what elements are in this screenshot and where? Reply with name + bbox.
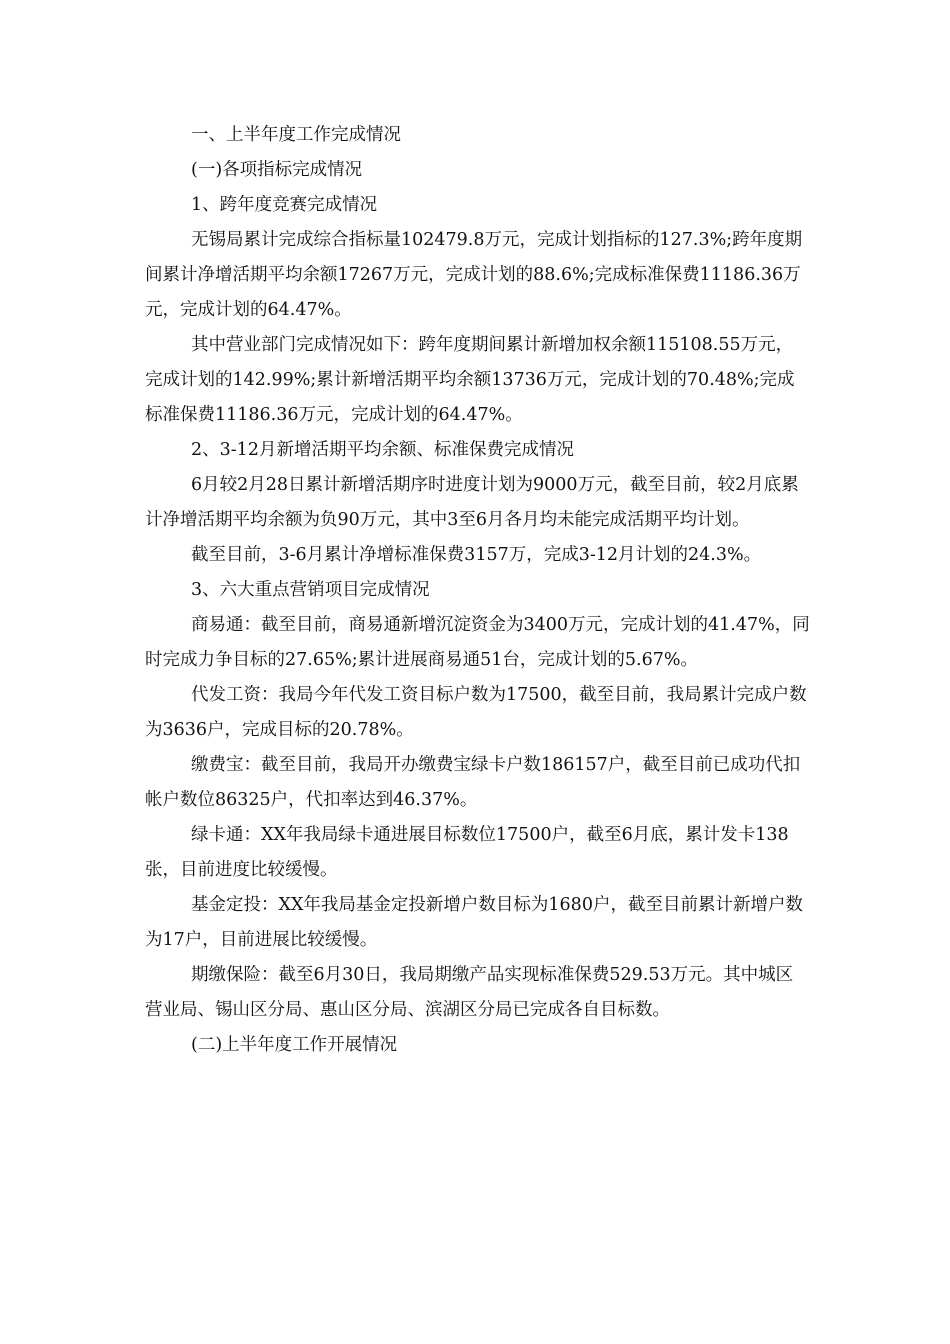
paragraph-insurance: 期缴保险：截至6月30日，我局期缴产品实现标准保费529.53万元。其中城区营业局、锡山区分局、惠山区分局、滨湖区分局已完成各自目标数。 [145, 965, 794, 1020]
item-heading-1: 1、跨年度竞赛完成情况 [191, 195, 378, 215]
paragraph-premium: 截至目前，3-6月累计净增标准保费3157万，完成3-12月计划的24.3%。 [191, 545, 762, 565]
paragraph-payroll: 代发工资：我局今年代发工资目标户数为17500，截至目前，我局累计完成户数为3636户，完成目标的20.78%。 [145, 685, 807, 740]
paragraph-fund-investment: 基金定投：XX年我局基金定投新增户数目标为1680户，截至目前累计新增户数为17户，目前进展比较缓慢。 [145, 895, 803, 950]
item-heading-2: 2、3-12月新增活期平均余额、标准保费完成情况 [191, 440, 574, 460]
item-heading-3: 3、六大重点营销项目完成情况 [191, 580, 430, 600]
section-heading-1: 一、上半年度工作完成情况 [191, 125, 401, 145]
paragraph-lvkatong: 绿卡通：XX年我局绿卡通进展目标数位17500户，截至6月底，累计发卡138张，目前进度比较缓慢。 [145, 825, 789, 880]
paragraph-new-deposits: 6月较2月28日累计新增活期序时进度计划为9000万元，截至目前，较2月底累计净增活期平均余额为负90万元，其中3至6月各月均未能完成活期平均计划。 [145, 475, 799, 530]
subsection-heading-2: (二)上半年度工作开展情况 [191, 1035, 398, 1055]
paragraph-wuxi-total: 无锡局累计完成综合指标量102479.8万元，完成计划指标的127.3%;跨年度期间累计净增活期平均余额17267万元，完成计划的88.6%;完成标准保费11186.36万元，完成计划的64.47%。 [145, 230, 803, 320]
subsection-heading-1: (一)各项指标完成情况 [191, 160, 363, 180]
paragraph-shangyitong: 商易通：截至目前，商易通新增沉淀资金为3400万元，完成计划的41.47%，同时完成力争目标的27.65%;累计进展商易通51台，完成计划的5.67%。 [145, 615, 810, 670]
paragraph-business-dept: 其中营业部门完成情况如下：跨年度期间累计新增加权余额115108.55万元，完成计划的142.99%;累计新增活期平均余额13736万元，完成计划的70.48%;完成标准保费11186.36万元，完成计划的64.47%。 [145, 335, 795, 425]
paragraph-jiaofeibao: 缴费宝：截至目前，我局开办缴费宝绿卡户数186157户，截至目前已成功代扣帐户数位86325户，代扣率达到46.37%。 [145, 755, 801, 810]
document-body [145, 118, 810, 1063]
